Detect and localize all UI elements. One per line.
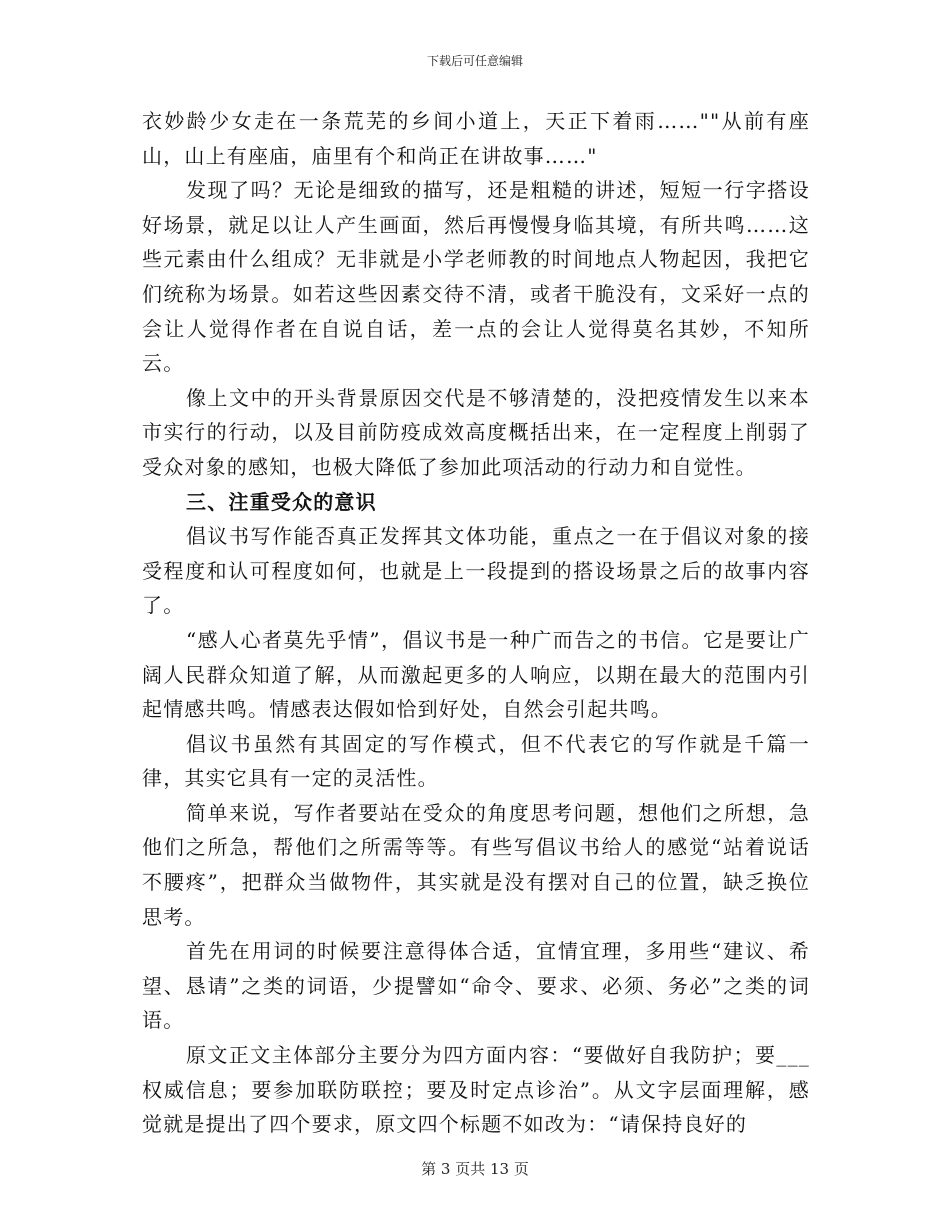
section-heading: 三、注重受众的意识 [186, 489, 377, 514]
paragraph: 简单来说，写作者要站在受众的角度思考问题，想他们之所想，急他们之所急，帮他们之所需等等。有些写倡议书给人的感觉“站着说话不腰疼”，把群众当做物件，其实就是没有摆对自己的位置，缺乏换位思考。 [142, 800, 810, 929]
paragraph: 像上文中的开头背景原因交代是不够清楚的，没把疫情发生以来本市实行的行动，以及目前防疫成效高度概括出来，在一定程度上削弱了受众对象的感知，也极大降低了参加此项活动的行动力和自觉性。 [142, 385, 810, 479]
paragraph: 首先在用词的时候要注意得体合适，宜情宜理，多用些“建议、希望、恳请”之类的词语，少提譬如“命令、要求、必须、务必”之类的词语。 [142, 939, 810, 1033]
paragraph: 倡议书虽然有其固定的写作模式，但不代表它的写作就是千篇一律，其实它具有一定的灵活性。 [142, 731, 810, 791]
document-body [142, 104, 810, 1142]
paragraph: 发现了吗？无论是细致的描写，还是粗糙的讲述，短短一行字搭设好场景，就足以让人产生画面，然后再慢慢身临其境，有所共鸣……这些元素由什么组成？无非就是小学老师教的时间地点人物起因，我把它们统称为场景。如若这些因素交待不清，或者干脆没有，文采好一点的会让人觉得作者在自说自话，差一点的会让人觉得莫名其妙，不知所云。 [142, 178, 810, 376]
page-footer: 第 3 页共 13 页 [421, 1160, 529, 1178]
page-header: 下载后可任意编辑 [426, 54, 523, 68]
paragraph: 倡议书写作能否真正发挥其文体功能，重点之一在于倡议对象的接受程度和认可程度如何，也就是上一段提到的搭设场景之后的故事内容了。 [142, 524, 810, 618]
paragraph: 原文正文主体部分主要分为四方面内容：“要做好自我防护；要___权威信息；要参加联防联控；要及时定点诊治”。从文字层面理解，感觉就是提出了四个要求，原文四个标题不如改为：“请保持良好的 [142, 1043, 810, 1137]
paragraph-continuation: 衣妙龄少女走在一条荒芜的乡间小道上，天正下着雨……""从前有座山，山上有座庙，庙里有个和尚正在讲故事……" [142, 109, 810, 168]
paragraph: “感人心者莫先乎情”，倡议书是一种广而告之的书信。它是要让广阔人民群众知道了解，从而激起更多的人响应，以期在最大的范围内引起情感共鸣。情感表达假如恰到好处，自然会引起共鸣。 [142, 627, 810, 722]
